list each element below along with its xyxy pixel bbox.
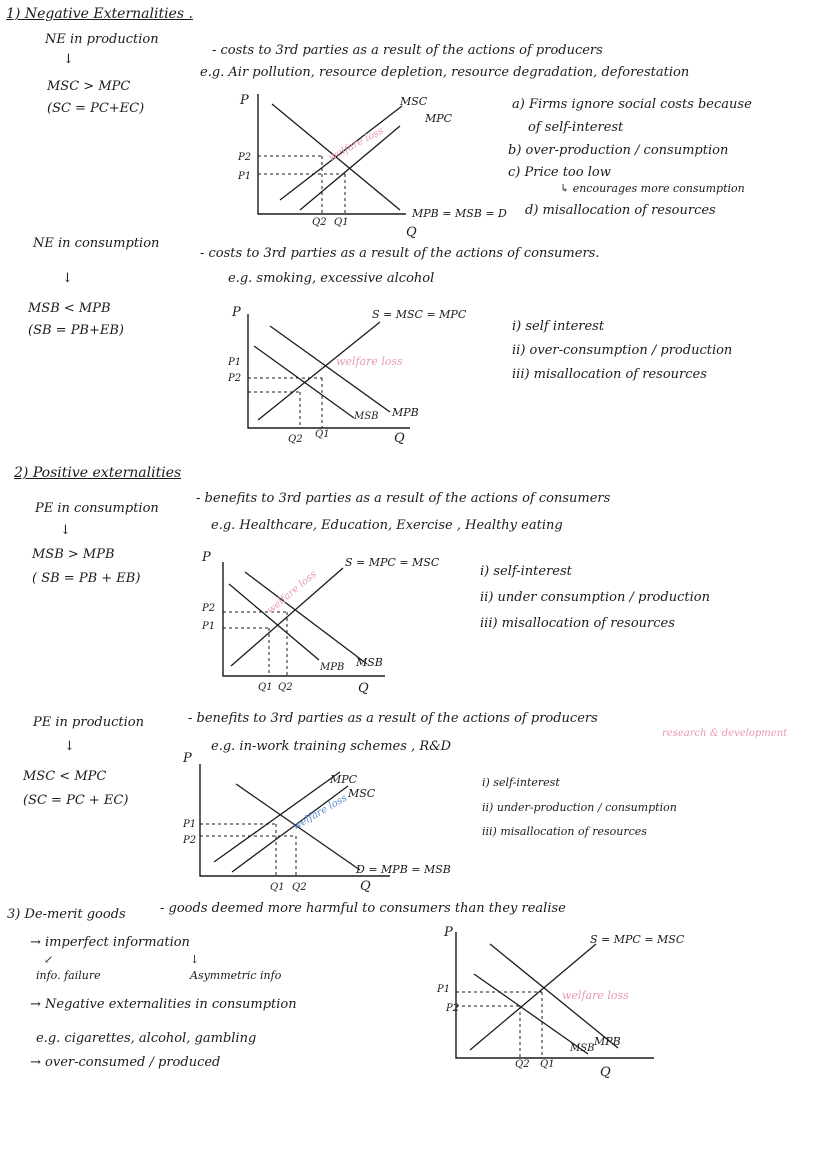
ne-production-point-b: b) over-production / consumption <box>508 143 729 158</box>
ne-consumption-mpb: MPB <box>392 406 419 419</box>
pe-consumption-definition: - benefits to 3rd parties as a result of the actions of consumers <box>196 491 611 506</box>
demerit-p2: P2 <box>446 1003 460 1014</box>
pe-consumption-relation: MSB > MPB <box>32 547 115 562</box>
ne-production-relation: MSC > MPC <box>47 79 131 94</box>
pe-consumption-q: Q <box>358 681 369 696</box>
pe-production-relation: MSC < MPC <box>23 769 107 784</box>
demerit-q: Q <box>600 1065 611 1080</box>
pe-production-welfare: welfare loss <box>291 792 350 833</box>
demerit-info-failure: info. failure <box>36 969 101 982</box>
ne-production-formula: (SC = PC+EC) <box>47 101 145 116</box>
pe-production-p2: P2 <box>183 835 197 846</box>
pe-production-p: P <box>183 751 192 766</box>
ne-consumption-definition: - costs to 3rd parties as a result of the actions of consumers. <box>200 246 600 261</box>
pe-production-definition: - benefits to 3rd parties as a result of the actions of producers <box>188 711 598 726</box>
pe-production-examples: e.g. in-work training schemes , R&D <box>211 739 452 754</box>
ne-production-q: Q <box>406 225 417 240</box>
pe-consumption-formula: ( SB = PB + EB) <box>32 571 141 586</box>
pe-production-mpc: MPC <box>330 773 358 786</box>
pe-consumption-label: PE in consumption <box>35 501 159 516</box>
ne-production-arrow: ↓ <box>63 52 74 67</box>
pe-production-msc: MSC <box>348 787 376 800</box>
pe-consumption-q2: Q2 <box>278 682 293 693</box>
ne-consumption-point-i: i) self interest <box>512 319 605 334</box>
ne-production-p: P <box>240 93 249 108</box>
demerit-ne-consumption: → Negative externalities in consumption <box>30 997 297 1012</box>
ne-consumption-formula: (SB = PB+EB) <box>28 323 124 338</box>
demerit-arrow-left: ↙ <box>44 953 54 966</box>
pe-production-arrow: ↓ <box>64 739 75 754</box>
section3-title: 3) De-merit goods <box>7 907 126 922</box>
ne-production-definition: - costs to 3rd parties as a result of the actions of producers <box>212 43 603 58</box>
pe-consumption-p1: P1 <box>202 621 216 632</box>
demerit-asymmetric: Asymmetric info <box>190 969 282 982</box>
pe-consumption-point-iii: iii) misallocation of resources <box>480 616 675 631</box>
ne-production-point-c: c) Price too low <box>508 165 611 180</box>
pe-production-q: Q <box>360 879 371 894</box>
ne-consumption-p: P <box>232 305 241 320</box>
ne-consumption-examples: e.g. smoking, excessive alcohol <box>228 271 435 286</box>
pe-consumption-q1: Q1 <box>258 682 273 693</box>
demerit-imperfect: → imperfect information <box>30 935 190 950</box>
pe-production-q1: Q1 <box>270 882 285 893</box>
ne-consumption-s: S = MSC = MPC <box>372 308 467 321</box>
pe-consumption-point-ii: ii) under consumption / production <box>480 590 710 605</box>
demerit-examples: e.g. cigarettes, alcohol, gambling <box>36 1031 257 1046</box>
ne-consumption-relation: MSB < MPB <box>28 301 111 316</box>
pe-consumption-welfare: welfare loss <box>265 568 319 617</box>
pe-production-point-ii: ii) under-production / consumption <box>482 801 677 814</box>
pe-consumption-mpb: MPB <box>320 662 345 673</box>
pe-consumption-examples: e.g. Healthcare, Education, Exercise , Healthy eating <box>211 518 563 533</box>
ne-production-point-a: a) Firms ignore social costs because <box>512 97 752 112</box>
ne-production-mpc: MPC <box>425 112 453 125</box>
pe-consumption-p: P <box>202 550 211 565</box>
ne-production-point-d: d) misallocation of resources <box>525 203 716 218</box>
pe-consumption-p2: P2 <box>202 603 216 614</box>
pe-production-point-iii: iii) misallocation of resources <box>482 825 647 838</box>
pe-consumption-point-i: i) self-interest <box>480 564 572 579</box>
ne-consumption-point-iii: iii) misallocation of resources <box>512 367 707 382</box>
ne-consumption-q: Q <box>394 431 405 446</box>
ne-consumption-welfare: welfare loss <box>336 355 403 368</box>
ne-production-welfare: welfare loss <box>326 125 386 164</box>
ne-consumption-arrow: ↓ <box>62 271 73 286</box>
pe-production-point-i: i) self-interest <box>482 776 560 789</box>
ne-consumption-q2: Q2 <box>288 434 303 445</box>
pe-production-rd-note: research & development <box>662 728 788 739</box>
demerit-q1: Q1 <box>540 1059 555 1070</box>
ne-production-examples: e.g. Air pollution, resource depletion, resource degradation, deforestation <box>200 65 690 80</box>
pe-production-d: D = MPB = MSB <box>356 863 451 876</box>
ne-production-q1: Q1 <box>334 217 349 228</box>
demerit-msb: MSB <box>570 1043 595 1054</box>
pe-consumption-s: S = MPC = MSC <box>345 556 440 569</box>
demerit-mpb: MPB <box>594 1035 621 1048</box>
demerit-s: S = MPC = MSC <box>590 933 685 946</box>
pe-production-p1: P1 <box>183 819 197 830</box>
demerit-over: → over-consumed / produced <box>30 1055 221 1070</box>
pe-consumption-arrow: ↓ <box>60 523 71 538</box>
ne-consumption-graph <box>240 312 415 432</box>
demerit-welfare: welfare loss <box>562 989 629 1002</box>
ne-production-p2: P2 <box>238 152 252 163</box>
pe-production-q2: Q2 <box>292 882 307 893</box>
ne-consumption-point-ii: ii) over-consumption / production <box>512 343 733 358</box>
ne-consumption-p2: P2 <box>228 373 242 384</box>
demerit-q2: Q2 <box>515 1059 530 1070</box>
ne-consumption-q1: Q1 <box>315 429 330 440</box>
ne-production-p1: P1 <box>238 171 252 182</box>
ne-production-q2: Q2 <box>312 217 327 228</box>
ne-consumption-label: NE in consumption <box>33 236 160 251</box>
demerit-p1: P1 <box>437 984 451 995</box>
ne-production-point-c2: ↳ encourages more consumption <box>560 182 745 195</box>
ne-production-d: MPB = MSB = D <box>412 207 507 220</box>
ne-consumption-p1: P1 <box>228 357 242 368</box>
ne-production-label: NE in production <box>45 32 159 47</box>
section1-title: 1) Negative Externalities . <box>6 6 193 22</box>
ne-production-msc: MSC <box>400 95 428 108</box>
ne-production-point-a2: of self-interest <box>528 120 624 135</box>
pe-production-label: PE in production <box>33 715 144 730</box>
pe-consumption-msb: MSB <box>356 656 383 669</box>
demerit-p: P <box>444 925 453 940</box>
ne-consumption-msb: MSB <box>354 411 379 422</box>
pe-production-formula: (SC = PC + EC) <box>23 793 129 808</box>
section2-title: 2) Positive externalities <box>14 465 182 481</box>
demerit-arrow-right: ↓ <box>190 953 200 966</box>
demerit-definition: - goods deemed more harmful to consumers than they realise <box>160 901 566 916</box>
